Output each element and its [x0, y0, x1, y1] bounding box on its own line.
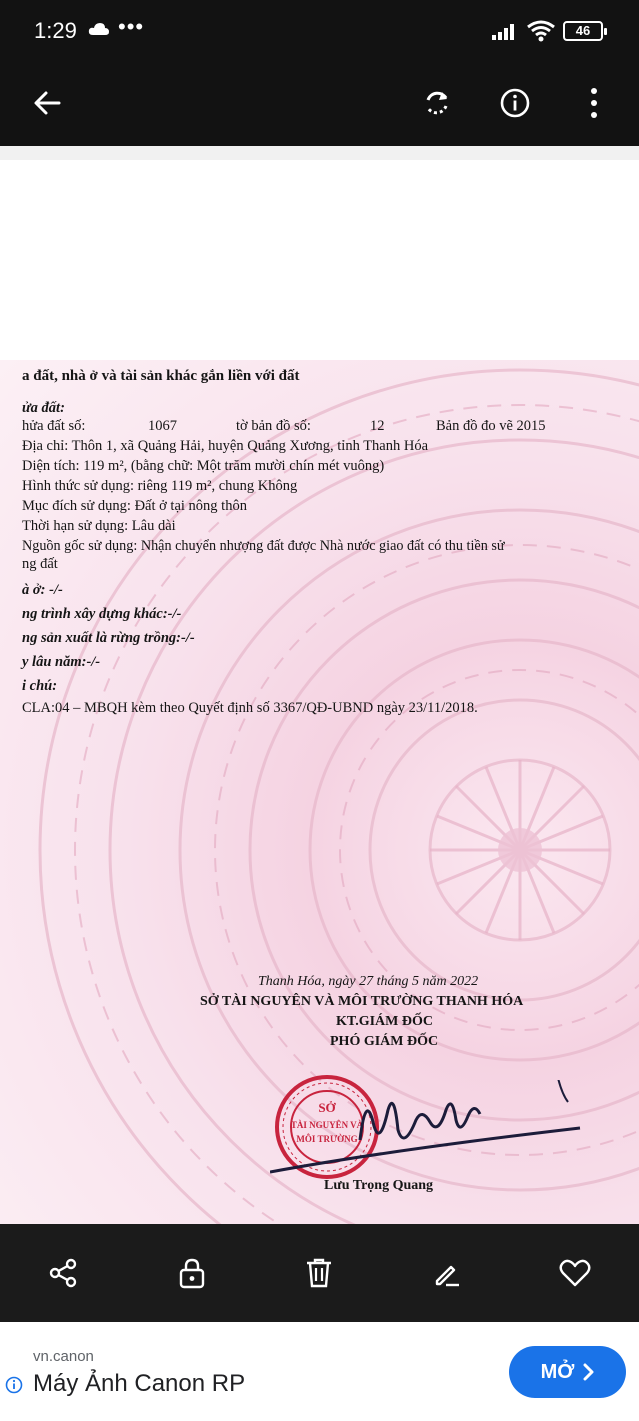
- status-time: 1:29: [34, 18, 77, 43]
- doc-department: SỞ TÀI NGUYÊN VÀ MÔI TRƯỜNG THANH HÓA: [200, 994, 524, 1009]
- doc-land-heading: ửa đất:: [22, 400, 65, 416]
- doc-origin-cont: ng đất: [22, 556, 58, 572]
- ad-open-label: MỞ: [540, 1360, 575, 1383]
- more-notifications-icon: •••: [118, 14, 145, 39]
- favorite-button[interactable]: [550, 1248, 600, 1298]
- rotate-icon: [422, 88, 452, 118]
- heart-icon: [559, 1258, 591, 1288]
- signature-drawing: [270, 1080, 590, 1190]
- doc-place-date: Thanh Hóa, ngày 27 tháng 5 năm 2022: [258, 974, 479, 989]
- ad-title[interactable]: Máy Ảnh Canon RP: [33, 1370, 246, 1397]
- edit-icon: [432, 1258, 462, 1288]
- chevron-right-icon: [582, 1363, 594, 1381]
- more-vertical-icon: [589, 87, 599, 119]
- doc-map-sheet-label: tờ bản đồ số:: [236, 418, 311, 434]
- app-bar: [0, 64, 639, 146]
- doc-position: PHÓ GIÁM ĐỐC: [330, 1034, 439, 1049]
- arrow-left-icon: [32, 88, 62, 118]
- document-image[interactable]: [0, 360, 639, 1224]
- doc-area: Diện tích: 119 m², (bằng chữ: Một trăm mười chín mét vuông): [22, 458, 385, 474]
- stamp-text-bottom: MÔI TRƯỜNG: [296, 1134, 358, 1144]
- doc-construction: ng trình xây dựng khác:-/-: [22, 606, 182, 622]
- share-button[interactable]: [38, 1248, 88, 1298]
- wifi-icon: [526, 20, 556, 42]
- doc-map-survey: Bản đồ đo vẽ 2015: [436, 418, 546, 434]
- doc-parcel-label: hửa đất số:: [22, 418, 86, 434]
- doc-perennial: y lâu năm:-/-: [22, 654, 101, 670]
- doc-term: Thời hạn sử dụng: Lâu dài: [22, 518, 176, 534]
- trash-icon: [305, 1257, 333, 1289]
- doc-address: Địa chỉ: Thôn 1, xã Quảng Hải, huyện Quảng Xương, tỉnh Thanh Hóa: [22, 438, 429, 454]
- back-button[interactable]: [22, 78, 72, 128]
- lock-icon: [178, 1257, 206, 1289]
- doc-notes: CLA:04 – MBQH kèm theo Quyết định số 3367/QĐ-UBND ngày 23/11/2018.: [22, 700, 478, 716]
- rotate-button[interactable]: [412, 78, 462, 128]
- stamp-text-top: SỞ: [318, 1100, 336, 1115]
- doc-notes-heading: i chú:: [22, 678, 58, 694]
- ad-open-button[interactable]: [509, 1346, 626, 1398]
- image-viewer[interactable]: [0, 146, 639, 1224]
- bottom-action-bar: [0, 1224, 639, 1322]
- share-icon: [48, 1258, 78, 1288]
- doc-origin: Nguồn gốc sử dụng: Nhận chuyển nhượng đất được Nhà nước giao đất có thu tiền sử: [22, 538, 505, 554]
- info-circle-icon[interactable]: [5, 1376, 23, 1394]
- cloud-icon: [88, 22, 110, 36]
- status-bar: [0, 0, 639, 64]
- ad-domain: vn.canon: [33, 1348, 94, 1365]
- delete-button[interactable]: [294, 1248, 344, 1298]
- battery-icon: 46: [563, 21, 603, 41]
- doc-map-sheet-number: 12: [370, 418, 385, 434]
- doc-forest: ng sản xuất là rừng trồng:-/-: [22, 630, 195, 646]
- more-options-button[interactable]: [569, 78, 619, 128]
- info-button[interactable]: [490, 78, 540, 128]
- doc-purpose: Mục đích sử dụng: Đất ở tại nông thôn: [22, 498, 247, 514]
- viewer-top-strip: [0, 146, 639, 160]
- doc-usage-form: Hình thức sử dụng: riêng 119 m², chung Không: [22, 478, 298, 494]
- signal-icon: [492, 22, 520, 40]
- stamp-text-mid: TÀI NGUYÊN VÀ: [290, 1120, 364, 1130]
- doc-on-behalf: KT.GIÁM ĐỐC: [336, 1014, 433, 1029]
- edit-button[interactable]: [422, 1248, 472, 1298]
- info-icon: [499, 87, 531, 119]
- lock-button[interactable]: [167, 1248, 217, 1298]
- doc-signer: Lưu Trọng Quang: [324, 1178, 434, 1193]
- doc-house: à ở: -/-: [22, 582, 63, 598]
- doc-parcel-number: 1067: [148, 418, 177, 434]
- doc-heading: a đất, nhà ở và tài sản khác gắn liền với đất: [22, 368, 300, 384]
